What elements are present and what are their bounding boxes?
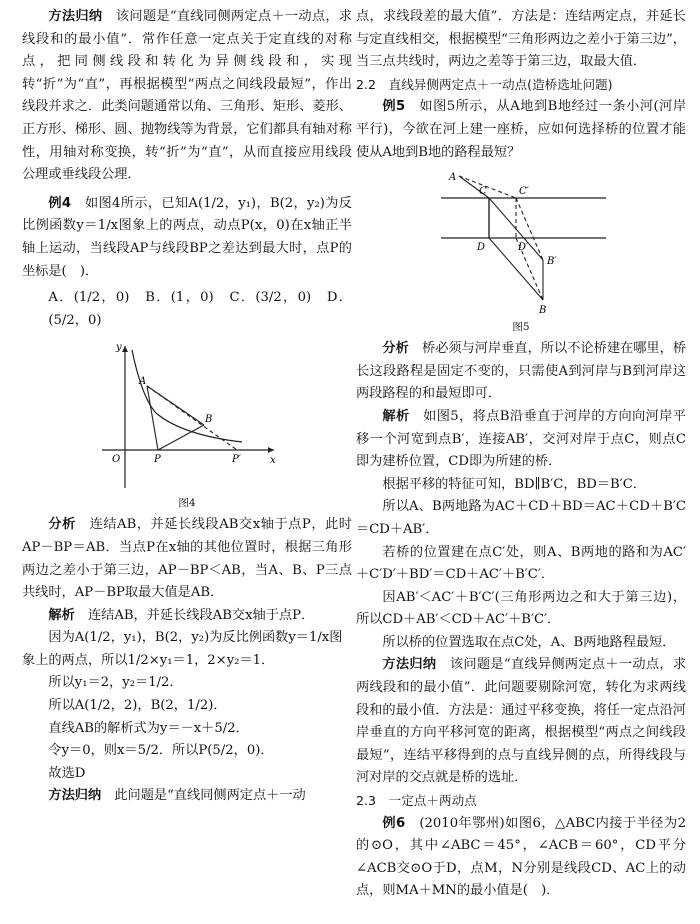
analysis-5-label: 分析: [382, 341, 409, 357]
options: A．(1/2，0) B．(1，0) C．(3/2，0) D．(5/2，0): [48, 290, 352, 328]
figure-5-diagram: [421, 170, 621, 320]
segment-bp: [158, 425, 204, 450]
figure-4-graph: [92, 338, 282, 496]
solution-4: [22, 605, 352, 628]
solution-line-4: 所以A(1/2，2)，B(2，1/2)．: [48, 698, 227, 714]
example-4: [22, 193, 352, 283]
section-2-3: 2.3 一定点＋两动点: [356, 793, 477, 809]
solution-5-text: 如图5，将点B沿垂直于河岸的方向向河岸平移一个河宽到点B′，连接AB′，交河对岸于点C，则点C即为建桥位置，CD即为所建的桥．: [356, 408, 686, 470]
method-3-label: 方法归纳: [382, 657, 437, 673]
path-sum-2: 若桥的位置建在点C′处，则A、B两地的路和为AC′＋C′D′＋BD′＝CD＋AC′＋B′C′．: [356, 544, 686, 583]
label-o: O: [112, 454, 121, 466]
solution-text: 连结AB，并延长线段AB交x轴于点P．: [87, 607, 315, 623]
method-summary-1: [22, 6, 352, 187]
solution-line-7: 故选D: [48, 765, 86, 781]
label-a: A: [139, 376, 147, 388]
solution-line-6: 令y＝0，则x＝5/2．所以P(5/2，0)．: [48, 743, 274, 759]
figure-4: [22, 338, 352, 510]
label-p: P: [154, 454, 161, 466]
segment-db: [489, 238, 543, 300]
analysis-text: 连结AB，并延长线段AB交x轴于点P，此时AP－BP＝AB．当点P在x轴的其他位置时，根据三角形两边之差小于第三边，AP－BP＜AB，当A、B、P三点共线时，AP－BP取最大值是AB．: [22, 517, 352, 601]
continued-text: 点，求线段差的最大值”．方法是：连结两定点，并延长与定直线相交，根据模型“三角形两边之差小于第三边”，当三点共线时，两边之差等于第三边，取最大值．: [356, 9, 686, 70]
x-axis-arrow: [268, 447, 274, 453]
solution-line-2: 象上的两点，所以1/2×y₁＝1，2×y₂＝1．: [22, 652, 275, 668]
triangle-inequality: 因AB′＜AC′＋B′C′(三角形两边之和大于第三边)，所以CD＋AB′＜CD＋AC′＋B′C′．: [356, 589, 686, 628]
analysis-4: [22, 514, 352, 604]
label-pprime: P′: [232, 454, 241, 466]
label-y: y: [116, 342, 122, 354]
solution-line-1: 因为A(1/2，y₁)，B(2，y₂)为反比例函数y＝1/x图: [48, 630, 343, 646]
solution-label: 解析: [48, 607, 75, 623]
conclusion-5: 所以桥的位置选取在点C处，A、B两地路程最短．: [382, 634, 676, 650]
y-axis-arrow: [122, 346, 128, 352]
example-6: [356, 813, 686, 903]
method-summary-2: [22, 785, 352, 808]
segment-acprime: [459, 176, 516, 198]
translation-property: 根据平移的特征可知，BD∥B′C，BD＝B′C．: [382, 476, 646, 492]
analysis-label: 分析: [48, 517, 76, 533]
label-x: x: [270, 455, 276, 467]
analysis-5-text: 桥必须与河岸垂直，所以不论桥建在哪里，桥长这段路程是固定不变的，只需使A到河岸与B到河岸这两段路程的和最短即可．: [356, 341, 687, 402]
example-6-text: (2010年鄂州)如图6，△ABC内接于半径为2的⊙O，其中∠ABC＝45°，∠ACB＝60°，CD平分∠ACB交⊙O于D，点M，N分别是线段CD、AC上的动点，则MA＋MN的最小值是( )．: [356, 815, 686, 899]
method-3-text: 该问题是“直线异侧两定点＋一动点，求两线段和的最小值”．此问题要剔除河宽，转化为求两线段和的最小值．方法是：通过平移变换，将任一定点沿河岸垂直的方向平移河宽的距离，根据模型“两点之间线段最短”，连结平移得到的点与直线异侧的点，所得线段与河对岸的交点就是桥的选址．: [356, 657, 687, 786]
label-b: B: [205, 414, 213, 426]
section-2-2: 2.2 直线异侧两定点＋一动点(造桥选址问题): [356, 76, 613, 92]
method-text-2: 此问题是“直线同侧两定点＋一动: [114, 788, 306, 804]
solution-5: [356, 406, 686, 474]
figure-5: [356, 170, 686, 334]
analysis-5: [356, 338, 686, 406]
label-cprime: C′: [519, 186, 529, 198]
right-column: [356, 6, 686, 903]
method-summary-3: [356, 654, 686, 790]
label-dprime: D′: [518, 242, 529, 254]
solution-line-5: 直线AB的解析式为y＝－x＋5/2．: [48, 720, 249, 736]
label-d: D: [477, 242, 486, 254]
solution-5-label: 解析: [382, 408, 410, 424]
label-a5: A: [449, 172, 457, 184]
example-5-text: 如图5所示，从A地到B地经过一条小河(河岸平行)，今欲在河上建一座桥，应如何选择桥的位置才能使从A地到B地的路程最短？: [356, 99, 687, 160]
example-5-label: 例5: [382, 99, 406, 115]
path-sum-1: 所以A、B两地路为AC＋CD＋BD＝AC＋CD＋B′C＝CD＋AB′．: [356, 499, 686, 537]
method-label: 方法归纳: [48, 9, 103, 24]
left-column: [22, 6, 352, 808]
label-bprime: B′: [547, 256, 557, 268]
example-4-label: 例4: [48, 195, 72, 211]
segment-ab: [147, 386, 204, 425]
example-6-label: 例6: [382, 815, 406, 831]
example-5: [356, 96, 686, 164]
label-c: C: [479, 186, 487, 198]
figure-4-caption: 图4: [178, 497, 196, 510]
solution-line-3: 所以y₁＝2，y₂＝1/2．: [48, 675, 183, 691]
label-b5: B: [539, 305, 547, 317]
figure-5-caption: 图5: [512, 321, 530, 334]
method-text: 该问题是“直线同侧两定点＋一动点，求线段和的最小值”．常作任意一定点关于定直线的对称点，把同侧线段和转化为异侧线段和，实现转“折”为“直”，再根据模型“两点之间线段最短”，作出线段并求之．此类问题通常以角、三角形、矩形、菱形、正方形、梯形、圆、抛物线等为背景，它们都具有轴对称性，用轴对称变换，转“折”为“直”，从而直接应用线段公理或垂线段公理．: [22, 9, 353, 183]
example-4-text: 如图4所示，已知A(1/2，y₁)，B(2，y₂)为反比例函数y＝1/x图象上的两点，动点P(x，0)在x轴正半轴上运动，当线段AP与线段BP之差达到最大时，点P的坐标是( )．: [22, 195, 352, 279]
method-label-2: 方法归纳: [48, 788, 102, 804]
segment-ap: [147, 386, 158, 450]
